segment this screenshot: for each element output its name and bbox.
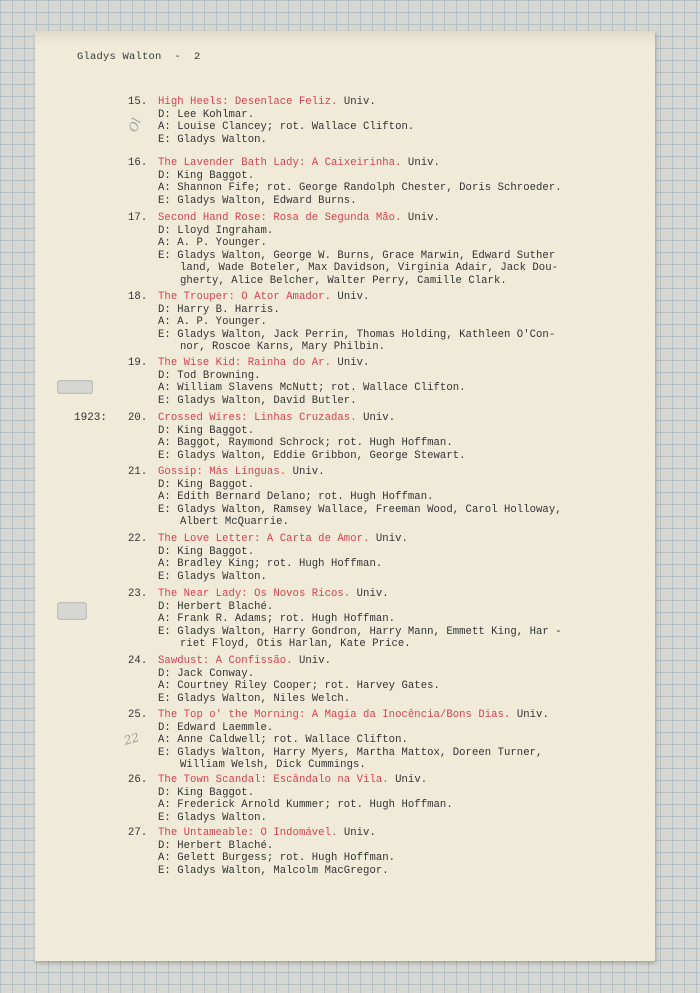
author-line: A: Louise Clancey; rot. Wallace Clifton. — [158, 121, 415, 133]
cast-line: E: Gladys Walton, Jack Perrin, Thomas Holding, Kathleen O'Con- — [158, 328, 556, 341]
list-item — [128, 412, 638, 462]
cast-line: E: Gladys Walton. — [158, 570, 267, 583]
film-title: Gossip: Más Línguas. — [158, 466, 287, 478]
author-line: A: Edith Bernard Delano; rot. Hugh Hoffman. — [158, 491, 434, 503]
list-item — [128, 709, 638, 772]
cast-line: E: Gladys Walton, Eddie Gribbon, George Stewart. — [158, 449, 466, 462]
film-title: The Near Lady: Os Novos Ricos. — [158, 588, 351, 600]
director-line: D: Harry B. Harris. — [158, 303, 280, 316]
studio: Univ. — [375, 533, 408, 545]
author-line: A: A. P. Younger. — [158, 316, 267, 328]
list-item — [128, 774, 638, 824]
list-item — [128, 466, 638, 529]
cast-line-continued: riet Floyd, Otis Harlan, Kate Price. — [180, 638, 411, 650]
cast-line: E: Gladys Walton, Niles Welch. — [158, 692, 351, 705]
entry-number: 27. — [128, 827, 148, 839]
cast-line: E: Gladys Walton, Malcolm MacGregor. — [158, 864, 389, 877]
entry-number: 21. — [128, 466, 148, 478]
director-line: D: Herbert Blaché. — [158, 839, 274, 852]
cast-line: E: Gladys Walton, Harry Gondron, Harry Mann, Emmett King, Har - — [158, 625, 562, 638]
entry-number: 22. — [128, 533, 148, 545]
entry-number: 23. — [128, 588, 148, 600]
film-title: Second Hand Rose: Rosa de Segunda Mão. — [158, 212, 402, 224]
studio: Univ. — [395, 774, 428, 786]
cast-line: E: Gladys Walton, Harry Myers, Martha Mattox, Doreen Turner, — [158, 746, 543, 759]
punch-hole-top — [57, 380, 93, 394]
list-item — [128, 157, 638, 207]
studio: Univ. — [356, 588, 389, 600]
cast-line-continued: land, Wade Boteler, Max Davidson, Virginia Adair, Jack Dou- — [180, 262, 559, 274]
studio: Univ. — [343, 827, 376, 839]
studio: Univ. — [298, 655, 332, 667]
cast-line: E: Gladys Walton, David Butler. — [158, 394, 357, 407]
list-item — [128, 533, 638, 583]
film-title: The Untameable: O Indomável. — [158, 827, 338, 839]
author-line: A: William Slavens McNutt; rot. Wallace Clifton. — [158, 382, 466, 394]
author-line: A: Baggot, Raymond Schrock; rot. Hugh Hoffman. — [158, 437, 453, 449]
entry-number: 26. — [128, 774, 148, 786]
studio: Univ. — [407, 212, 440, 224]
page-header: Gladys Walton - 2 — [77, 51, 201, 63]
director-line: D: King Baggot. — [158, 424, 255, 437]
director-line: D: Edward Laemmle. — [158, 721, 274, 734]
author-line: A: A. P. Younger. — [158, 237, 267, 249]
cast-line: E: Gladys Walton, Ramsey Wallace, Freeman Wood, Carol Holloway, — [158, 503, 562, 516]
director-line: D: King Baggot. — [158, 478, 255, 491]
studio: Univ. — [337, 291, 370, 303]
entry-number: 24. — [128, 655, 148, 667]
cast-line: E: Gladys Walton. — [158, 133, 267, 146]
film-title: The Trouper: O Ator Amador. — [158, 291, 331, 303]
cast-line: E: Gladys Walton, George W. Burns, Grace Marwin, Edward Suther — [158, 249, 556, 262]
studio: Univ. — [407, 157, 440, 169]
director-line: D: King Baggot. — [158, 169, 255, 182]
director-line: D: Herbert Blaché. — [158, 600, 274, 613]
author-line: A: Shannon Fife; rot. George Randolph Chester, Doris Schroeder. — [158, 182, 562, 194]
author-line: A: Frank R. Adams; rot. Hugh Hoffman. — [158, 613, 396, 625]
film-title: Sawdust: A Confissão. — [158, 655, 293, 667]
cast-line: E: Gladys Walton. — [158, 811, 267, 824]
list-item — [128, 655, 638, 705]
list-item — [125, 96, 638, 146]
entry-number: 16. — [128, 157, 148, 169]
list-item — [128, 357, 638, 407]
cast-line: E: Gladys Walton, Edward Burns. — [158, 194, 357, 207]
film-title: Crossed Wires: Linhas Cruzadas. — [158, 412, 357, 424]
director-line: D: Tod Browning. — [158, 369, 261, 382]
author-line: A: Bradley King; rot. Hugh Hoffman. — [158, 558, 383, 570]
cast-line-continued: gherty, Alice Belcher, Walter Perry, Camille Clark. — [180, 274, 507, 287]
list-item — [128, 827, 638, 877]
cast-line-continued: Albert McQuarrie. — [180, 516, 289, 528]
studio: Univ. — [363, 412, 396, 424]
film-title: The Wise Kid: Rainha do Ar. — [158, 357, 331, 369]
list-item — [128, 588, 638, 651]
film-title: High Heels: Desenlace Feliz. — [158, 96, 338, 108]
author-line: A: Frederick Arnold Kummer; rot. Hugh Hoffman. — [158, 799, 453, 811]
studio: Univ. — [516, 709, 549, 721]
studio: Univ. — [337, 357, 370, 369]
director-line: D: Lloyd Ingraham. — [158, 224, 274, 237]
cast-line-continued: William Welsh, Dick Cummings. — [180, 759, 366, 771]
punch-hole-bottom — [57, 602, 87, 620]
film-title: The Lavender Bath Lady: A Caixeirinha. — [158, 157, 402, 169]
film-title: The Town Scandal: Escândalo na Vila. — [158, 774, 389, 786]
film-title: The Top o' the Morning: A Magia da Inocência/Bons Dias. — [158, 709, 511, 721]
film-title: The Love Letter: A Carta de Amor. — [158, 533, 370, 545]
author-line: A: Gelett Burgess; rot. Hugh Hoffman. — [158, 852, 396, 864]
director-line: D: Lee Kohlmar. — [158, 108, 255, 121]
entry-number: 25. — [128, 709, 148, 721]
cast-line-continued: nor, Roscoe Karns, Mary Philbin. — [180, 341, 386, 353]
entry-number: 19. — [128, 357, 148, 369]
entry-number: 20. — [128, 412, 148, 424]
studio: Univ. — [343, 96, 376, 108]
entry-number: 18. — [128, 291, 148, 303]
studio: Univ. — [292, 466, 325, 478]
author-line: A: Anne Caldwell; rot. Wallace Clifton. — [158, 734, 408, 746]
author-line: A: Courtney Riley Cooper; rot. Harvey Gates. — [158, 680, 440, 692]
entry-number: 15. — [128, 96, 148, 108]
pencil-mark: Ol — [125, 116, 144, 134]
pencil-mark: 22 — [122, 730, 141, 748]
year-marker: 1923: — [74, 412, 108, 424]
list-item — [128, 291, 638, 354]
entry-number: 17. — [128, 212, 148, 224]
director-line: D: Jack Conway. — [158, 667, 255, 680]
director-line: D: King Baggot. — [158, 545, 255, 558]
list-item — [128, 212, 638, 287]
director-line: D: King Baggot. — [158, 786, 255, 799]
